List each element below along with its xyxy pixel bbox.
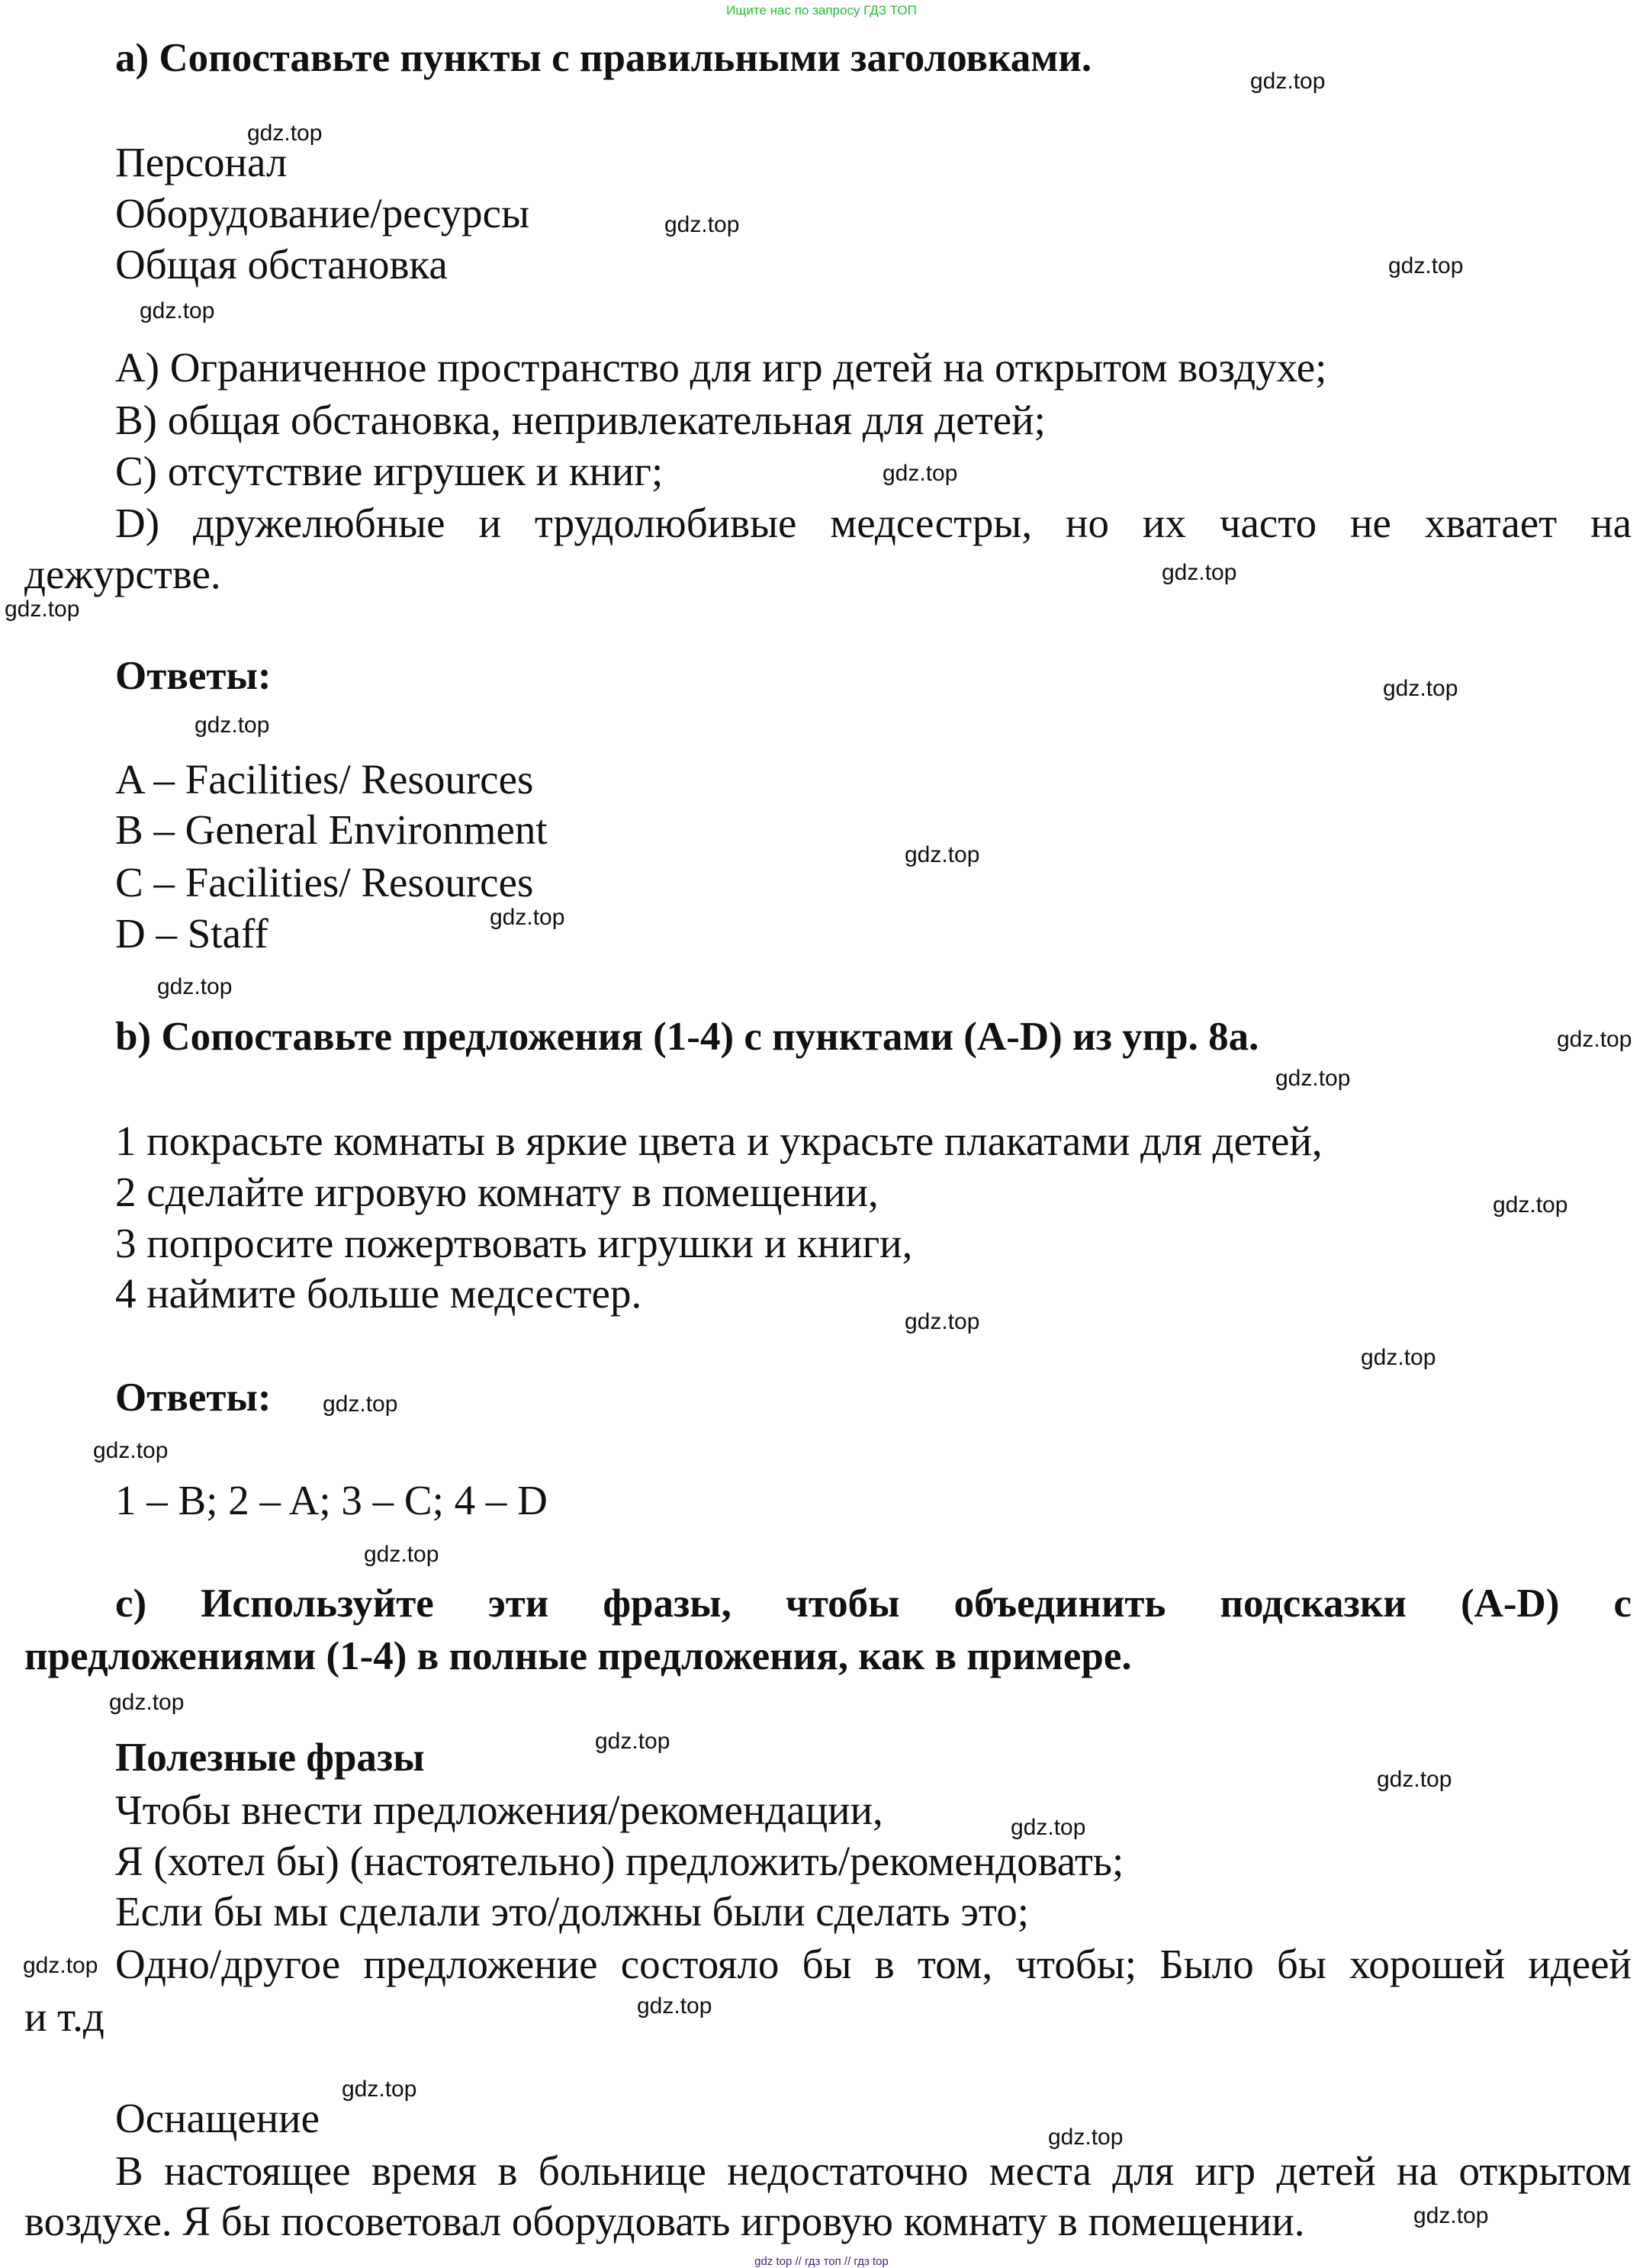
task-c-heading: c) Используйте эти фразы, чтобы объединить подсказки (A-D) с [115,1581,1632,1626]
sentence-item: 4 наймите больше медсестер. [115,1270,642,1317]
phrase-item: Одно/другое предложение состояло бы в том, чтобы; Было бы хорошей идеей [115,1941,1632,1987]
watermark: gdz.top [1377,1767,1452,1792]
watermark: gdz.top [664,212,740,237]
watermark: gdz.top [1162,560,1237,585]
heading-option: Общая обстановка [115,241,448,288]
watermark: gdz.top [1557,1027,1632,1052]
answers-heading: Ответы: [115,654,272,698]
watermark: gdz.top [905,1309,980,1334]
watermark: gdz.top [1388,253,1464,278]
point-item-cont: дежурстве. [24,551,221,597]
point-item: D) дружелюбные и трудолюбивые медсестры, но их часто не хватает на [115,500,1632,546]
search-banner[interactable]: Ищите нас по запросу ГДЗ ТОП [726,3,917,18]
watermark: gdz.top [1048,2125,1124,2150]
watermark: gdz.top [595,1729,670,1754]
phrase-item: Если бы мы сделали это/должны были сделать это; [115,1888,1030,1935]
answer-item: B – General Environment [115,806,548,853]
watermark: gdz.top [5,597,80,622]
watermark: gdz.top [1361,1345,1436,1370]
watermark: gdz.top [140,298,215,323]
sentence-item: 2 сделайте игровую комнату в помещении, [115,1169,879,1215]
task-a-heading: a) Сопоставьте пункты с правильными заголовками. [115,36,1092,80]
watermark: gdz.top [157,974,233,999]
example-heading: Оснащение [115,2095,320,2141]
phrase-item: Я (хотел бы) (настоятельно) предложить/рекомендовать; [115,1838,1124,1884]
watermark: gdz.top [490,905,565,930]
example-text-cont: воздухе. Я бы посоветовал оборудовать игровую комнату в помещении. [24,2198,1305,2244]
sentence-item: 3 попросите пожертвовать игрушки и книги, [115,1220,913,1266]
watermark: gdz.top [1250,69,1326,94]
watermark: gdz.top [109,1690,185,1715]
footer-links[interactable]: gdz top // гдз топ // гдз top [754,2255,889,2268]
heading-option: Персонал [115,139,288,185]
phrase-item: Чтобы внести предложения/рекомендации, [115,1787,883,1833]
answer-item: A – Facilities/ Resources [115,756,534,803]
watermark: gdz.top [323,1391,398,1417]
heading-option: Оборудование/ресурсы [115,190,530,236]
watermark: gdz.top [247,121,323,146]
watermark: gdz.top [1275,1066,1351,1091]
watermark: gdz.top [1383,676,1458,701]
point-item: B) общая обстановка, непривлекательная для детей; [115,397,1046,443]
watermark: gdz.top [23,1953,98,1978]
watermark: gdz.top [93,1438,169,1463]
sentence-item: 1 покрасьте комнаты в яркие цвета и украсьте плакатами для детей, [115,1118,1323,1164]
answer-item: C – Facilities/ Resources [115,859,534,906]
watermark: gdz.top [1493,1192,1568,1218]
answer-item: D – Staff [115,910,268,957]
watermark: gdz.top [1011,1815,1086,1840]
phrase-item-cont: и т.д [24,1993,104,2040]
example-text: В настоящее время в больнице недостаточно места для игр детей на открытом [115,2147,1632,2194]
useful-phrases-heading: Полезные фразы [115,1736,425,1780]
watermark: gdz.top [342,2077,417,2102]
answers-heading: Ответы: [115,1375,272,1420]
task-c-heading-cont: предложениями (1-4) в полные предложения, как в примере. [24,1634,1132,1678]
point-item: C) отсутствие игрушек и книг; [115,448,664,494]
point-item: A) Ограниченное пространство для игр детей на открытом воздухе; [115,344,1327,391]
watermark: gdz.top [905,842,980,867]
task-b-heading: b) Сопоставьте предложения (1-4) с пунктами (A-D) из упр. 8a. [115,1015,1259,1059]
watermark: gdz.top [195,713,270,738]
watermark: gdz.top [637,1993,712,2019]
watermark: gdz.top [883,461,958,486]
watermark: gdz.top [364,1542,439,1567]
answer-line: 1 – B; 2 – A; 3 – C; 4 – D [115,1477,548,1523]
watermark: gdz.top [1413,2203,1489,2228]
